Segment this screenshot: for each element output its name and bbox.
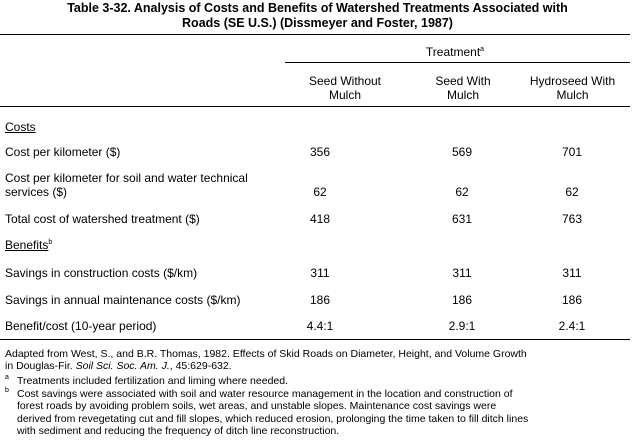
row-value: 311: [562, 266, 582, 280]
row-value: 311: [452, 266, 472, 280]
row-value: 2.9:1: [448, 319, 476, 333]
source-citation: Adapted from West, S., and B.R. Thomas, 1982. Effects of Skid Roads on Diameter, Height, and Volume Growth in Douglas-Fir. Soil Sci. Soc. Am. J., 45:629-632.: [5, 348, 527, 373]
row-value: 2.4:1: [558, 319, 586, 333]
row-value: 418: [309, 212, 331, 226]
row-value: 311: [310, 266, 330, 280]
footnote-a: $^a$ Treatments included fertilization and liming where needed.: [5, 374, 289, 387]
row-value: 356: [309, 145, 331, 159]
row-label: Savings in annual maintenance costs ($/km): [5, 293, 241, 307]
column-header-seed-with-mulch: Seed With Mulch: [435, 74, 491, 102]
column-header-seed-without-mulch: Seed Without Mulch: [308, 74, 382, 102]
row-value: 62: [565, 185, 579, 199]
table-title: [0, 1, 635, 31]
row-value: 763: [561, 212, 583, 226]
row-value: 62: [313, 185, 327, 199]
row-label: Total cost of watershed treatment ($): [5, 212, 200, 226]
row-value: 186: [451, 293, 473, 307]
header-bottom-rule: [0, 106, 630, 107]
table-title-line1: Table 3-32. Analysis of Costs and Benefits of Watershed Treatments Associated with: [67, 1, 568, 15]
row-value: 4.4:1: [306, 319, 334, 333]
benefits-note-marker: b: [48, 239, 53, 246]
row-label: Savings in construction costs ($/km): [5, 266, 198, 280]
top-rule: [0, 34, 630, 35]
row-value: 186: [561, 293, 583, 307]
row-label: Benefit/cost (10-year period): [5, 319, 157, 333]
journal-name: Soil Sci. Soc. Am. J.: [75, 360, 170, 373]
row-value: 62: [455, 185, 469, 199]
treatment-note-marker: a: [480, 46, 485, 53]
treatment-group-rule: [285, 62, 630, 63]
costs-section-label: Costs: [5, 120, 36, 134]
bottom-rule: [0, 339, 630, 340]
row-value: 186: [309, 293, 331, 307]
treatment-group-header: [285, 45, 625, 59]
row-value: 701: [561, 145, 583, 159]
column-header-hydroseed-with-mulch: Hydroseed With Mulch: [529, 74, 616, 102]
footnote-b: $^b$ Cost savings were associated with soil and water resource management in the location and construction of forest roads by avoiding problem soils, wet areas, and unstable slopes. Maintenance cost savings were derived from revegetating cut and fill slopes, which reduced erosion, prolonging the time taken to fill ditch lines with sediment and reducing the frequency of ditch line reconstruction.: [5, 387, 529, 438]
row-label: Cost per kilometer for soil and water technical services ($): [5, 171, 248, 199]
table-title-line2: Roads (SE U.S.) (Dissmeyer and Foster, 1987): [182, 16, 453, 30]
treatment-group-label: Treatment: [425, 45, 481, 59]
footnote-b-marker: b: [5, 387, 9, 394]
row-value: 631: [451, 212, 473, 226]
row-label: Cost per kilometer ($): [5, 145, 121, 159]
benefits-section-label: Benefits$^b$: [5, 238, 53, 252]
footnote-a-marker: a: [5, 374, 9, 381]
row-value: 569: [451, 145, 473, 159]
